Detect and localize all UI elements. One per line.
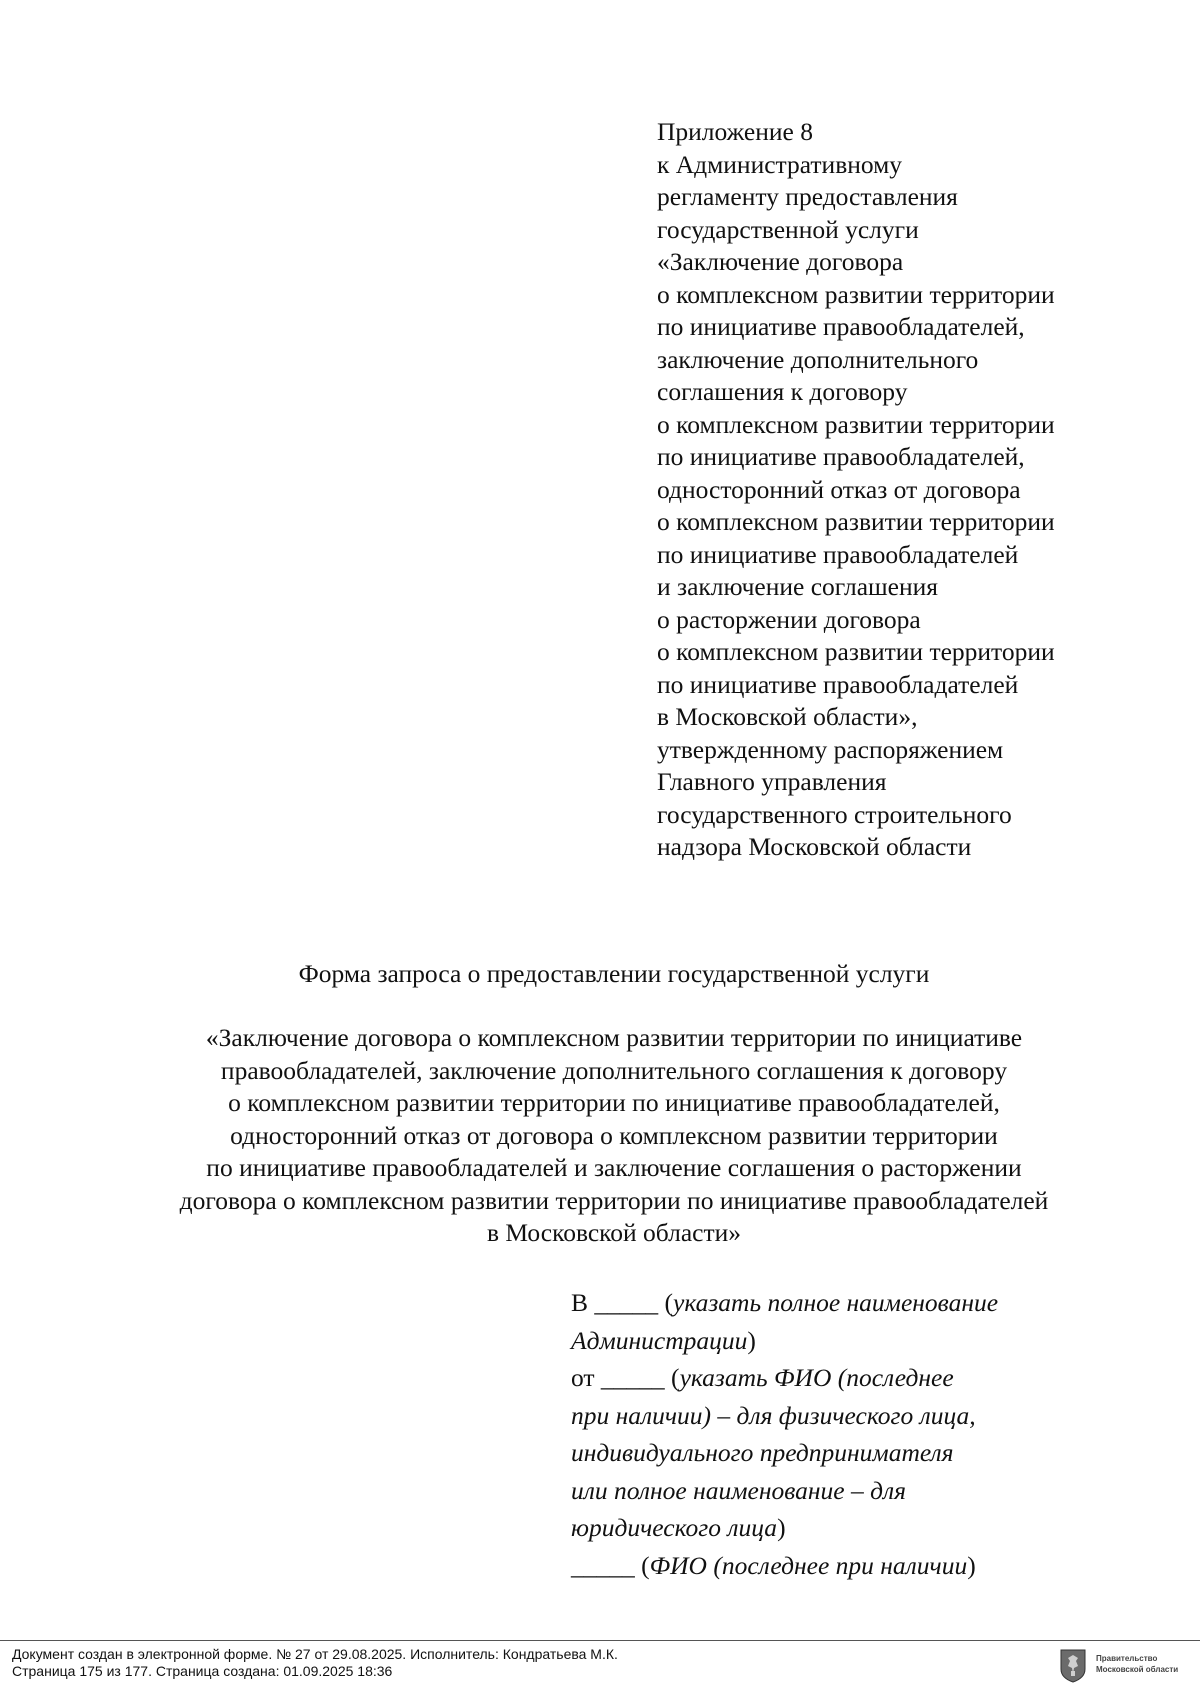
annex-line: о комплексном развитии территории xyxy=(657,507,1055,536)
addressee-line xyxy=(571,1284,1171,1322)
moscow-region-coat-of-arms-icon xyxy=(1060,1649,1086,1683)
representative-line xyxy=(571,1547,1171,1585)
addressee-suffix: ) xyxy=(747,1325,756,1355)
representative-prefix: _____ ( xyxy=(571,1550,650,1580)
document-footer xyxy=(12,1646,618,1680)
annex-line: по инициативе правообладателей, xyxy=(657,312,1025,341)
annex-line: о комплексном развитии территории xyxy=(657,279,1055,309)
sender-suffix: ) xyxy=(777,1513,786,1542)
sender-hint: юридического лица xyxy=(571,1513,778,1542)
annex-line: регламенту предоставления xyxy=(657,182,958,211)
logo-line: Правительство xyxy=(1096,1654,1158,1663)
addressee-line xyxy=(571,1322,1171,1360)
annex-line: утвержденному распоряжением xyxy=(657,734,1004,764)
service-title-line: по инициативе правообладателей и заключение соглашения о расторжении xyxy=(206,1153,1022,1182)
annex-line: Приложение 8 xyxy=(657,117,813,146)
sender-line xyxy=(571,1359,1171,1397)
addressee-hint: Администрации xyxy=(571,1325,748,1355)
service-title-line: «Заключение договора о комплексном развитии территории по инициативе xyxy=(205,1023,1023,1052)
logo-line: Московской области xyxy=(1096,1665,1179,1674)
annex-line: о комплексном развитии территории xyxy=(657,409,1055,439)
annex-line: о расторжении договора xyxy=(657,604,921,634)
sender-line: или полное наименование – для xyxy=(571,1475,906,1505)
sender-line: индивидуального предпринимателя xyxy=(571,1438,954,1467)
footer-line-document: Документ создан в электронной форме. № 27 от 29.08.2025. Исполнитель: Кондратьева М.К. xyxy=(12,1646,618,1662)
representative-suffix: ) xyxy=(967,1550,976,1580)
annex-line: по инициативе правообладателей xyxy=(657,669,1019,699)
annex-line: по инициативе правообладателей, xyxy=(657,442,1025,471)
footer-line-page: Страница 175 из 177. Страница создана: 01.09.2025 18:36 xyxy=(12,1663,393,1679)
sender-prefix: от _____ ( xyxy=(571,1363,680,1392)
annex-line: к Административному xyxy=(657,149,903,179)
annex-line: Главного управления xyxy=(657,767,887,796)
addressee-prefix: В _____ ( xyxy=(571,1288,673,1317)
annex-line: государственной услуги xyxy=(657,214,919,244)
government-logo xyxy=(1060,1647,1190,1689)
service-title-line: договора о комплексном развитии территории по инициативе правообладателей xyxy=(179,1185,1049,1215)
service-title-line: о комплексном развитии территории по инициативе правообладателей, xyxy=(228,1088,1000,1117)
annex-line: о комплексном развитии территории xyxy=(657,637,1055,666)
annex-line: заключение дополнительного xyxy=(657,344,979,374)
annex-line: по инициативе правообладателей xyxy=(657,539,1019,569)
request-addressee-block xyxy=(571,1284,1171,1584)
service-title-line: в Московской области» xyxy=(486,1218,742,1247)
footer-divider xyxy=(0,1640,1200,1641)
annex-line: надзора Московской области xyxy=(657,832,972,861)
service-title-line: правообладателей, заключение дополнительного соглашения к договору xyxy=(220,1055,1008,1085)
annex-line: в Московской области», xyxy=(657,702,918,731)
form-title: Форма запроса о предоставлении государственной услуги xyxy=(298,959,930,988)
logo-text xyxy=(1096,1653,1178,1675)
annex-line: государственного строительного xyxy=(657,799,1012,829)
annex-line: односторонний отказ от договора xyxy=(657,474,1021,504)
sender-hint: указать ФИО (последнее xyxy=(679,1363,954,1392)
annex-line: «Заключение договора xyxy=(657,247,904,276)
service-title-line: односторонний отказ от договора о комплексном развитии территории xyxy=(230,1120,998,1150)
sender-line xyxy=(571,1509,1171,1547)
representative-hint: ФИО (последнее при наличии xyxy=(649,1550,968,1580)
annex-line: соглашения к договору xyxy=(657,377,908,406)
addressee-hint: указать полное наименование xyxy=(673,1288,999,1317)
annex-header xyxy=(657,116,1177,864)
sender-line: при наличии) – для физического лица, xyxy=(571,1400,976,1430)
service-title xyxy=(0,1022,1200,1250)
annex-line: и заключение соглашения xyxy=(657,572,938,601)
